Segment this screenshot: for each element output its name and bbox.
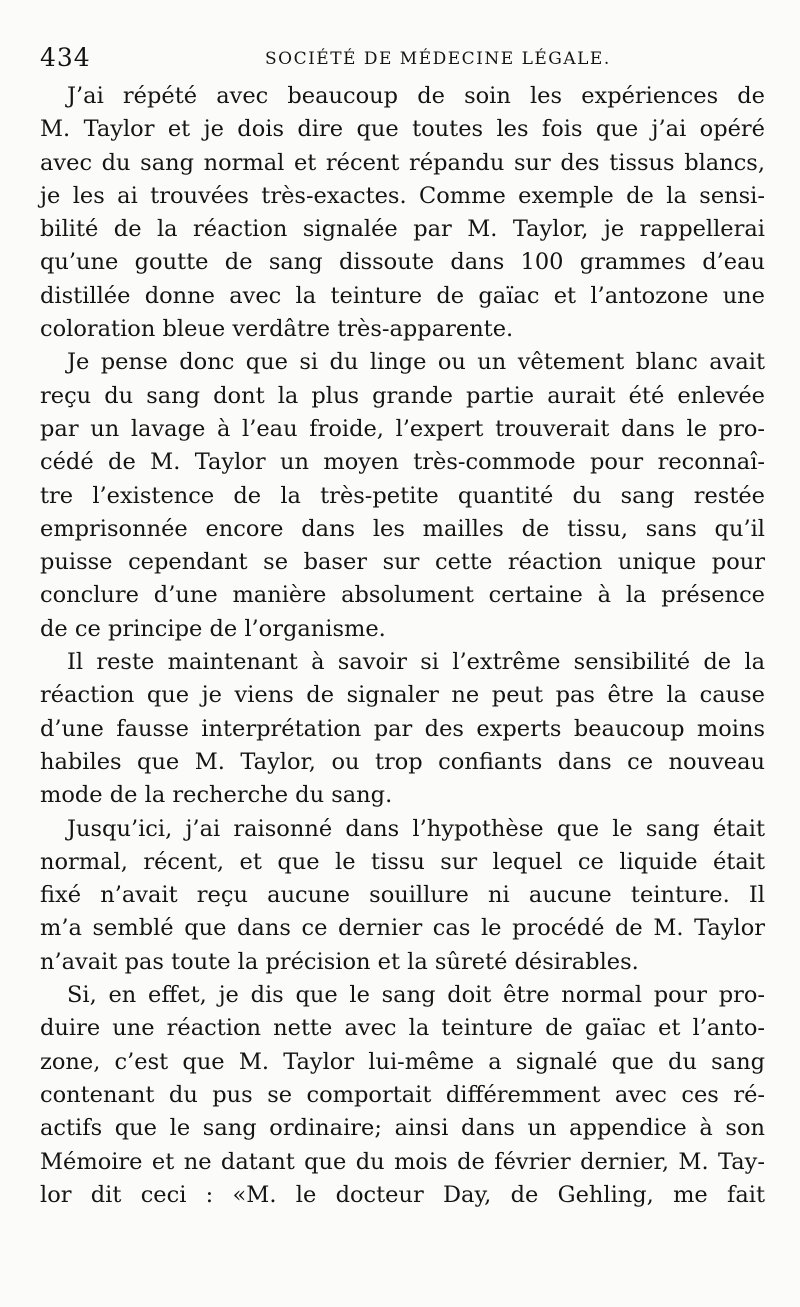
text-line: Mémoire et ne datant que du mois de février dernier, M. Tay- bbox=[40, 1148, 765, 1175]
text-line: puisse cependant se baser sur cette réaction unique pour bbox=[40, 549, 765, 576]
text-line: bilité de la réaction signalée par M. Taylor, je rappellerai bbox=[40, 216, 765, 243]
text-line: Je pense donc que si du linge ou un vêtement blanc avait bbox=[67, 349, 765, 376]
running-head bbox=[40, 40, 770, 76]
paragraph-1 bbox=[40, 80, 765, 346]
text-line: reçu du sang dont la plus grande partie aurait été enlevée bbox=[40, 382, 765, 409]
text-line: Il reste maintenant à savoir si l’extrême sensibilité de la bbox=[67, 649, 765, 676]
text-line: lor dit ceci : «M. le docteur Day, de Gehling, me fait bbox=[40, 1181, 765, 1208]
text-line: d’une fausse interprétation par des experts beaucoup moins bbox=[40, 715, 765, 742]
text-line: mode de la recherche du sang. bbox=[40, 782, 393, 809]
text-line: habiles que M. Taylor, ou trop confiants dans ce nouveau bbox=[40, 748, 765, 775]
text-line: fixé n’avait reçu aucune souillure ni aucune teinture. Il bbox=[40, 882, 765, 909]
text-line: duire une réaction nette avec la teinture de gaïac et l’anto- bbox=[40, 1015, 765, 1042]
text-line: qu’une goutte de sang dissoute dans 100 grammes d’eau bbox=[40, 249, 765, 276]
text-line: de ce principe de l’organisme. bbox=[40, 615, 386, 642]
page-number: 434 bbox=[40, 43, 91, 72]
text-line: Si, en effet, je dis que le sang doit être normal pour pro- bbox=[67, 982, 765, 1009]
paragraph-4 bbox=[40, 813, 765, 979]
paragraph-3 bbox=[40, 646, 765, 812]
text-line: actifs que le sang ordinaire; ainsi dans un appendice à son bbox=[40, 1115, 765, 1142]
text-line: contenant du pus se comportait différemment avec ces ré- bbox=[40, 1081, 765, 1108]
text-line: normal, récent, et que le tissu sur lequel ce liquide était bbox=[40, 848, 765, 875]
text-line: n’avait pas toute la précision et la sûreté désirables. bbox=[40, 948, 639, 975]
text-line: réaction que je viens de signaler ne peut pas être la cause bbox=[40, 682, 765, 709]
text-line: J’ai répété avec beaucoup de soin les expériences de bbox=[67, 83, 765, 109]
body-text bbox=[40, 80, 765, 1212]
paragraph-5 bbox=[40, 979, 765, 1212]
text-line: m’a semblé que dans ce dernier cas le procédé de M. Taylor bbox=[40, 915, 765, 942]
text-line: Jusqu’ici, j’ai raisonné dans l’hypothèse que le sang était bbox=[67, 815, 765, 842]
text-line: avec du sang normal et récent répandu sur des tissus blancs, bbox=[40, 149, 765, 176]
running-title: SOCIÉTÉ DE MÉDECINE LÉGALE. bbox=[265, 49, 611, 69]
text-line: zone, c’est que M. Taylor lui-même a signalé que du sang bbox=[40, 1048, 765, 1075]
text-line: distillée donne avec la teinture de gaïac et l’antozone une bbox=[40, 282, 765, 309]
text-line: cédé de M. Taylor un moyen très-commode pour reconnaî- bbox=[40, 449, 765, 476]
text-line: tre l’existence de la très-petite quantité du sang restée bbox=[40, 482, 765, 509]
paragraph-2 bbox=[40, 346, 765, 646]
text-line: par un lavage à l’eau froide, l’expert trouverait dans le pro- bbox=[40, 415, 765, 442]
text-line: M. Taylor et je dois dire que toutes les fois que j’ai opéré bbox=[40, 116, 765, 143]
text-line: emprisonnée encore dans les mailles de tissu, sans qu’il bbox=[40, 515, 765, 542]
text-line: coloration bleue verdâtre très-apparente. bbox=[40, 316, 514, 343]
text-line: je les ai trouvées très-exactes. Comme exemple de la sensi- bbox=[40, 182, 765, 209]
text-line: conclure d’une manière absolument certaine à la présence bbox=[40, 582, 765, 609]
